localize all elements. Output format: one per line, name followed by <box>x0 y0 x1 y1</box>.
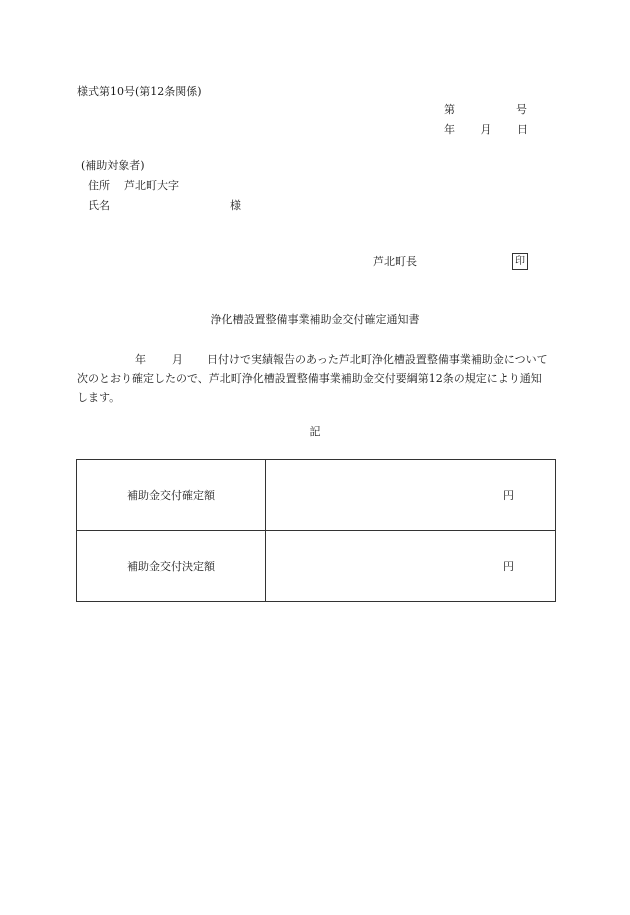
decided-amount-value <box>266 531 556 602</box>
seal-mark: 印 <box>512 253 528 270</box>
yen-unit: 円 <box>503 559 514 573</box>
date-year-label: 年 <box>444 123 455 136</box>
confirmed-amount-label: 補助金交付確定額 <box>77 460 266 531</box>
document-title: 浄化槽設置整備事業補助金交付確定通知書 <box>210 313 420 326</box>
body-year: 年 <box>135 353 146 366</box>
body-paragraph <box>77 350 549 407</box>
address-label: 住所 <box>88 179 110 192</box>
recipient-heading: (補助対象者) <box>81 159 145 172</box>
doc-number-suffix: 号 <box>516 103 527 116</box>
amount-table <box>76 459 556 602</box>
address-value: 芦北町大字 <box>124 179 179 192</box>
doc-number-prefix: 第 <box>444 103 455 116</box>
body-text: 日付けで実績報告のあった芦北町浄化槽設置整備事業補助金について次のとおり確定したので、芦北町浄化槽設置整備事業補助金交付要綱第12条の規定により通知します。 <box>77 353 548 404</box>
table-row <box>77 460 556 531</box>
honorific: 様 <box>230 199 241 212</box>
body-month: 月 <box>172 353 183 366</box>
name-label: 氏名 <box>88 199 110 212</box>
date-day-label: 日 <box>517 123 528 136</box>
ki-heading: 記 <box>309 425 321 438</box>
issue-date <box>444 124 528 135</box>
table-row <box>77 531 556 602</box>
issuer-title: 芦北町長 <box>373 255 417 268</box>
yen-unit: 円 <box>503 488 514 502</box>
confirmed-amount-value <box>266 460 556 531</box>
decided-amount-label: 補助金交付決定額 <box>77 531 266 602</box>
form-number: 様式第10号(第12条関係) <box>77 85 202 98</box>
date-month-label: 月 <box>480 123 492 136</box>
